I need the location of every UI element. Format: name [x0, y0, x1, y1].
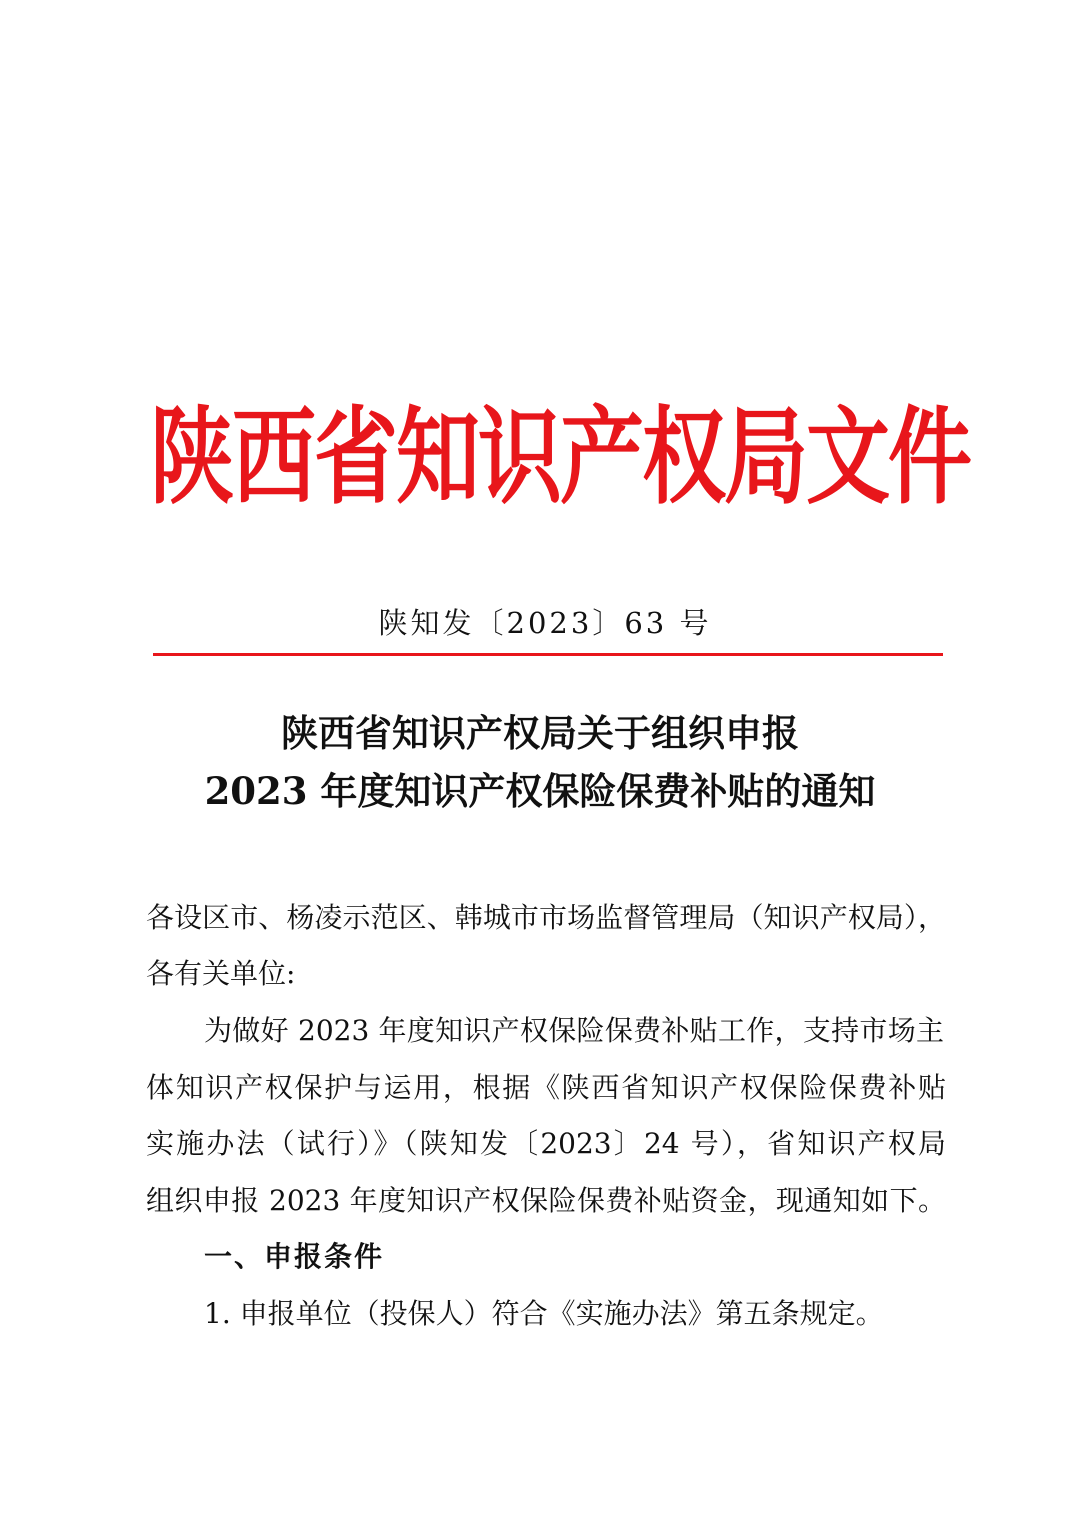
document-number: 陕知发〔2023〕63 号 [378, 606, 712, 640]
red-divider-line [153, 653, 943, 656]
condition-item-1: 1. 申报单位（投保人）符合《实施办法》第五条规定。 [204, 1297, 884, 1330]
paragraph-line-1: 为做好 2023 年度知识产权保险保费补贴工作，支持市场主 [204, 1014, 944, 1047]
notice-title-line-2: 2023 年度知识产权保险保费补贴的通知 [204, 769, 876, 813]
section-heading: 一、申报条件 [204, 1240, 385, 1273]
paragraph-line-3: 实施办法（试行）》（陕知发〔2023〕24 号），省知识产权局 [146, 1127, 946, 1160]
recipients-line-2: 各有关单位: [146, 957, 296, 990]
masthead-title: 陕西省知识产权局文件 [150, 394, 971, 519]
recipients-line-1: 各设区市、杨凌示范区、韩城市市场监督管理局（知识产权局）， [146, 901, 946, 934]
paragraph-line-4: 组织申报 2023 年度知识产权保险保费补贴资金，现通知如下。 [146, 1184, 946, 1217]
paragraph-line-2: 体知识产权保护与运用，根据《陕西省知识产权保险保费补贴 [146, 1071, 946, 1104]
notice-title-line-1: 陕西省知识产权局关于组织申报 [281, 711, 799, 755]
